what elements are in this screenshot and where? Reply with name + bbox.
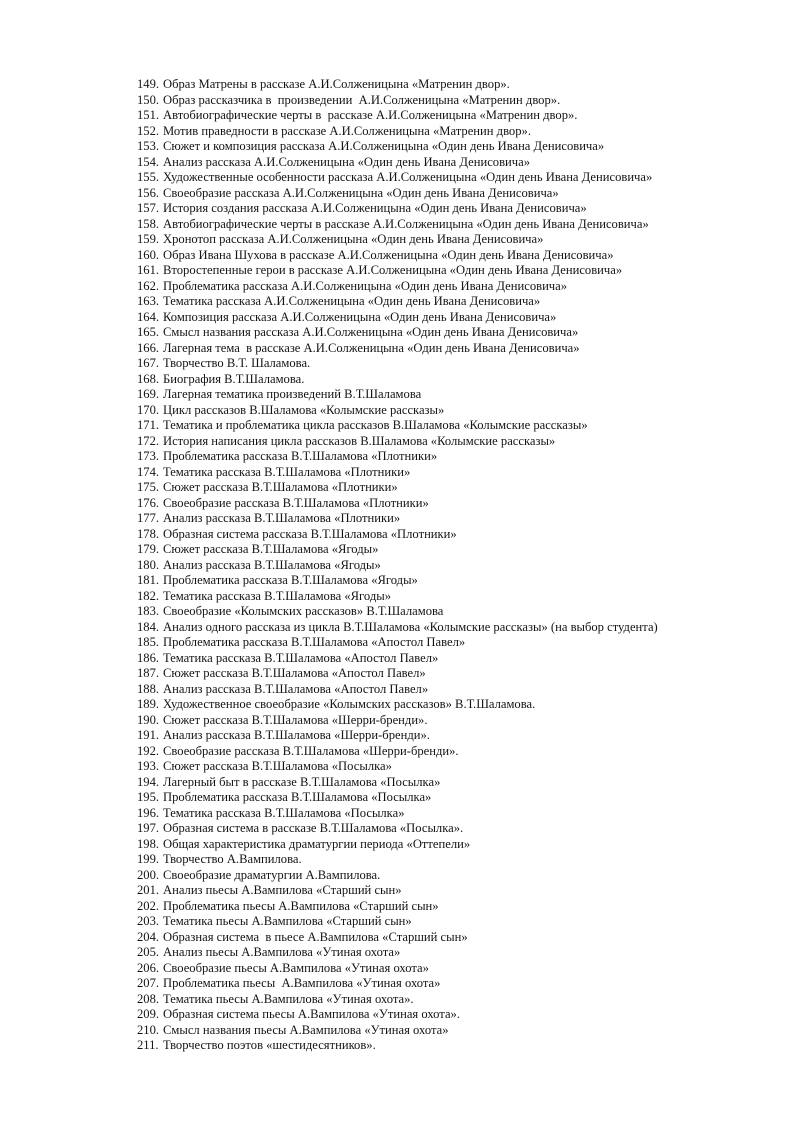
list-item [137,418,777,434]
list-item [137,589,777,605]
item-number: 179. [137,542,160,556]
item-text: Анализ рассказа В.Т.Шаламова «Апостол Павел» [163,681,429,696]
item-number: 173. [137,449,160,463]
item-text: Проблематика рассказа В.Т.Шаламова «Апостол Павел» [163,635,466,649]
list-item [137,697,777,713]
item-number: 209. [137,1007,160,1021]
item-text: Проблематика рассказа А.И.Солженицына «Один день Ивана Денисовича» [163,278,568,293]
list-item [137,573,777,589]
list-item [137,759,777,775]
item-text: Анализ пьесы А.Вампилова «Старший сын» [163,883,402,897]
item-text: Художественные особенности рассказа А.И.Солженицына «Один день Ивана Денисовича» [163,170,653,184]
list-item [137,868,777,884]
item-number: 185. [137,635,160,649]
item-number: 161. [137,263,160,277]
item-text: Художественное своеобразие «Колымских рассказов» В.Т.Шаламова. [163,697,536,711]
topic-list [137,77,777,1054]
list-item [137,511,777,527]
list-item [137,387,777,403]
list-item [137,325,777,341]
item-number: 178. [137,526,160,541]
item-text: Проблематика рассказа В.Т.Шаламова «Плотники» [163,449,438,463]
list-item [137,635,777,651]
list-item [137,496,777,512]
list-item [137,682,777,698]
list-item [137,201,777,217]
item-text: Автобиографические черты в рассказе А.И.Солженицына «Матренин двор». [163,108,578,122]
item-number: 186. [137,650,160,665]
item-number: 149. [137,77,160,91]
item-text: Тематика пьесы А.Вампилова «Утиная охота». [163,991,414,1006]
item-number: 181. [137,573,160,587]
item-text: История написания цикла рассказов В.Шаламова «Колымские рассказы» [163,433,556,448]
item-text: Сюжет рассказа В.Т.Шаламова «Шерри-бренди». [163,712,428,727]
item-text: Лагерный быт в рассказе В.Т.Шаламова «Посылка» [163,774,441,789]
item-text: Тематика рассказа В.Т.Шаламова «Посылка» [163,805,405,820]
item-text: Второстепенные герои в рассказе А.И.Солженицына «Один день Ивана Денисовича» [163,263,623,277]
item-number: 198. [137,836,160,851]
list-item [137,961,777,977]
item-text: Анализ рассказа В.Т.Шаламова «Шерри-бренди». [163,728,430,742]
item-number: 167. [137,356,160,370]
item-number: 174. [137,464,160,479]
item-number: 162. [137,278,160,293]
item-text: Образ Матрены в рассказе А.И.Солженицына «Матренин двор». [163,77,510,91]
item-number: 191. [137,728,160,742]
list-item [137,899,777,915]
item-number: 203. [137,914,160,928]
list-item [137,232,777,248]
list-item [137,744,777,760]
list-item [137,217,777,233]
item-text: Мотив праведности в рассказе А.И.Солженицына «Матренин двор». [163,123,531,138]
item-number: 159. [137,232,160,246]
item-text: Смысл названия рассказа А.И.Солженицына «Один день Ивана Денисовича» [163,325,579,339]
item-text: Сюжет и композиция рассказа А.И.Солженицына «Один день Ивана Денисовича» [163,139,605,153]
item-number: 153. [137,139,160,153]
item-text: Творчество В.Т. Шаламова. [163,356,311,370]
item-number: 157. [137,201,160,215]
item-number: 151. [137,108,160,122]
item-number: 150. [137,92,160,107]
list-item [137,403,777,419]
item-number: 176. [137,495,160,510]
item-text: Своеобразие пьесы А.Вампилова «Утиная охота» [163,960,429,975]
item-text: Своеобразие драматургии А.Вампилова. [163,867,381,882]
item-text: Тематика рассказа В.Т.Шаламова «Плотники» [163,464,411,479]
item-text: Творчество А.Вампилова. [163,852,302,866]
list-item [137,666,777,682]
item-text: Смысл названия пьесы А.Вампилова «Утиная охота» [163,1022,449,1037]
item-text: История создания рассказа А.И.Солженицына «Один день Ивана Денисовича» [163,201,587,215]
item-text: Хронотоп рассказа А.И.Солженицына «Один день Ивана Денисовича» [163,232,544,246]
list-item [137,620,777,636]
item-text: Автобиографические черты в рассказе А.И.Солженицына «Один день Ивана Денисовича» [163,216,649,231]
item-text: Своеобразие «Колымских рассказов» В.Т.Шаламова [163,604,444,618]
item-text: Анализ пьесы А.Вампилова «Утиная охота» [163,945,401,959]
item-text: Образ рассказчика в произведении А.И.Солженицына «Матренин двор». [163,92,561,107]
item-text: Цикл рассказов В.Шаламова «Колымские рассказы» [163,402,445,417]
item-text: Тематика рассказа В.Т.Шаламова «Апостол Павел» [163,650,439,665]
list-item [137,558,777,574]
item-number: 165. [137,325,160,339]
item-text: Тематика пьесы А.Вампилова «Старший сын» [163,914,412,928]
item-text: Лагерная тематика произведений В.Т.Шаламова [163,387,422,401]
list-item [137,945,777,961]
item-number: 154. [137,154,160,169]
item-number: 199. [137,852,160,866]
item-number: 164. [137,309,160,324]
list-item [137,806,777,822]
list-item [137,930,777,946]
list-item [137,139,777,155]
item-number: 171. [137,418,160,432]
list-item [137,449,777,465]
item-number: 152. [137,123,160,138]
item-text: Образная система рассказа В.Т.Шаламова «Плотники» [163,526,457,541]
item-number: 207. [137,976,160,990]
list-item [137,651,777,667]
list-item [137,542,777,558]
item-text: Анализ одного рассказа из цикла В.Т.Шаламова «Колымские рассказы» (на выбор студента) [163,619,658,634]
item-number: 202. [137,898,160,913]
item-number: 205. [137,945,160,959]
list-item [137,837,777,853]
item-text: Композиция рассказа А.И.Солженицына «Один день Ивана Денисовича» [163,309,557,324]
item-text: Проблематика рассказа В.Т.Шаламова «Посылка» [163,790,432,804]
list-item [137,279,777,295]
list-item [137,170,777,186]
item-text: Сюжет рассказа В.Т.Шаламова «Апостол Павел» [163,666,426,680]
item-text: Творчество поэтов «шестидесятников». [163,1038,376,1052]
list-item [137,992,777,1008]
item-text: Сюжет рассказа В.Т.Шаламова «Плотники» [163,480,398,494]
item-number: 188. [137,681,160,696]
item-number: 208. [137,991,160,1006]
item-number: 182. [137,588,160,603]
list-item [137,976,777,992]
item-text: Своеобразие рассказа А.И.Солженицына «Один день Ивана Денисовича» [163,185,559,200]
list-item [137,527,777,543]
list-item [137,790,777,806]
item-text: Лагерная тема в рассказе А.И.Солженицына «Один день Ивана Денисовича» [163,340,580,355]
item-number: 168. [137,371,160,386]
item-number: 166. [137,340,160,355]
item-text: Сюжет рассказа В.Т.Шаламова «Посылка» [163,759,392,773]
item-number: 175. [137,480,160,494]
item-number: 194. [137,774,160,789]
list-item [137,1007,777,1023]
item-text: Анализ рассказа А.И.Солженицына «Один день Ивана Денисовича» [163,154,531,169]
item-number: 172. [137,433,160,448]
list-item [137,434,777,450]
item-text: Своеобразие рассказа В.Т.Шаламова «Плотники» [163,495,429,510]
item-number: 155. [137,170,160,184]
list-item [137,821,777,837]
item-number: 170. [137,402,160,417]
item-text: Тематика и проблематика цикла рассказов В.Шаламова «Колымские рассказы» [163,418,588,432]
item-text: Проблематика пьесы А.Вампилова «Утиная охота» [163,976,441,990]
list-item [137,728,777,744]
list-item [137,248,777,264]
item-text: Образная система пьесы А.Вампилова «Утиная охота». [163,1007,460,1021]
item-text: Тематика рассказа В.Т.Шаламова «Ягоды» [163,588,391,603]
list-item [137,341,777,357]
item-number: 193. [137,759,160,773]
list-item [137,465,777,481]
item-number: 180. [137,557,160,572]
list-item [137,93,777,109]
item-number: 206. [137,960,160,975]
item-number: 160. [137,247,160,262]
item-number: 192. [137,743,160,758]
item-text: Проблематика пьесы А.Вампилова «Старший сын» [163,898,439,913]
item-number: 211. [137,1038,159,1052]
item-number: 196. [137,805,160,820]
list-item [137,294,777,310]
list-item [137,155,777,171]
item-number: 158. [137,216,160,231]
list-item [137,372,777,388]
item-number: 189. [137,697,160,711]
item-number: 200. [137,867,160,882]
item-number: 190. [137,712,160,727]
item-text: Своеобразие рассказа В.Т.Шаламова «Шерри-бренди». [163,743,459,758]
item-text: Проблематика рассказа В.Т.Шаламова «Ягоды» [163,573,418,587]
item-text: Образная система в пьесе А.Вампилова «Старший сын» [163,929,468,944]
item-number: 204. [137,929,160,944]
list-item [137,310,777,326]
item-text: Анализ рассказа В.Т.Шаламова «Ягоды» [163,557,381,572]
item-text: Общая характеристика драматургии периода «Оттепели» [163,836,471,851]
item-number: 177. [137,511,160,525]
list-item [137,914,777,930]
list-item [137,356,777,372]
item-number: 210. [137,1022,160,1037]
list-item [137,186,777,202]
list-item [137,713,777,729]
list-item [137,263,777,279]
list-item [137,1023,777,1039]
item-number: 201. [137,883,160,897]
item-number: 195. [137,790,160,804]
item-number: 184. [137,619,160,634]
item-number: 197. [137,821,160,835]
item-text: Сюжет рассказа В.Т.Шаламова «Ягоды» [163,542,379,556]
list-item [137,124,777,140]
item-text: Образ Ивана Шухова в рассказе А.И.Солженицына «Один день Ивана Денисовича» [163,247,614,262]
list-item [137,1038,777,1054]
item-text: Анализ рассказа В.Т.Шаламова «Плотники» [163,511,401,525]
item-number: 183. [137,604,160,618]
list-item [137,604,777,620]
list-item [137,108,777,124]
item-text: Образная система в рассказе В.Т.Шаламова «Посылка». [163,821,464,835]
list-item [137,883,777,899]
item-number: 163. [137,294,160,308]
list-item [137,480,777,496]
item-text: Биография В.Т.Шаламова. [163,371,305,386]
item-text: Тематика рассказа А.И.Солженицына «Один день Ивана Денисовича» [163,294,541,308]
item-number: 187. [137,666,160,680]
list-item [137,852,777,868]
list-item [137,775,777,791]
item-number: 169. [137,387,160,401]
list-item [137,77,777,93]
item-number: 156. [137,185,160,200]
